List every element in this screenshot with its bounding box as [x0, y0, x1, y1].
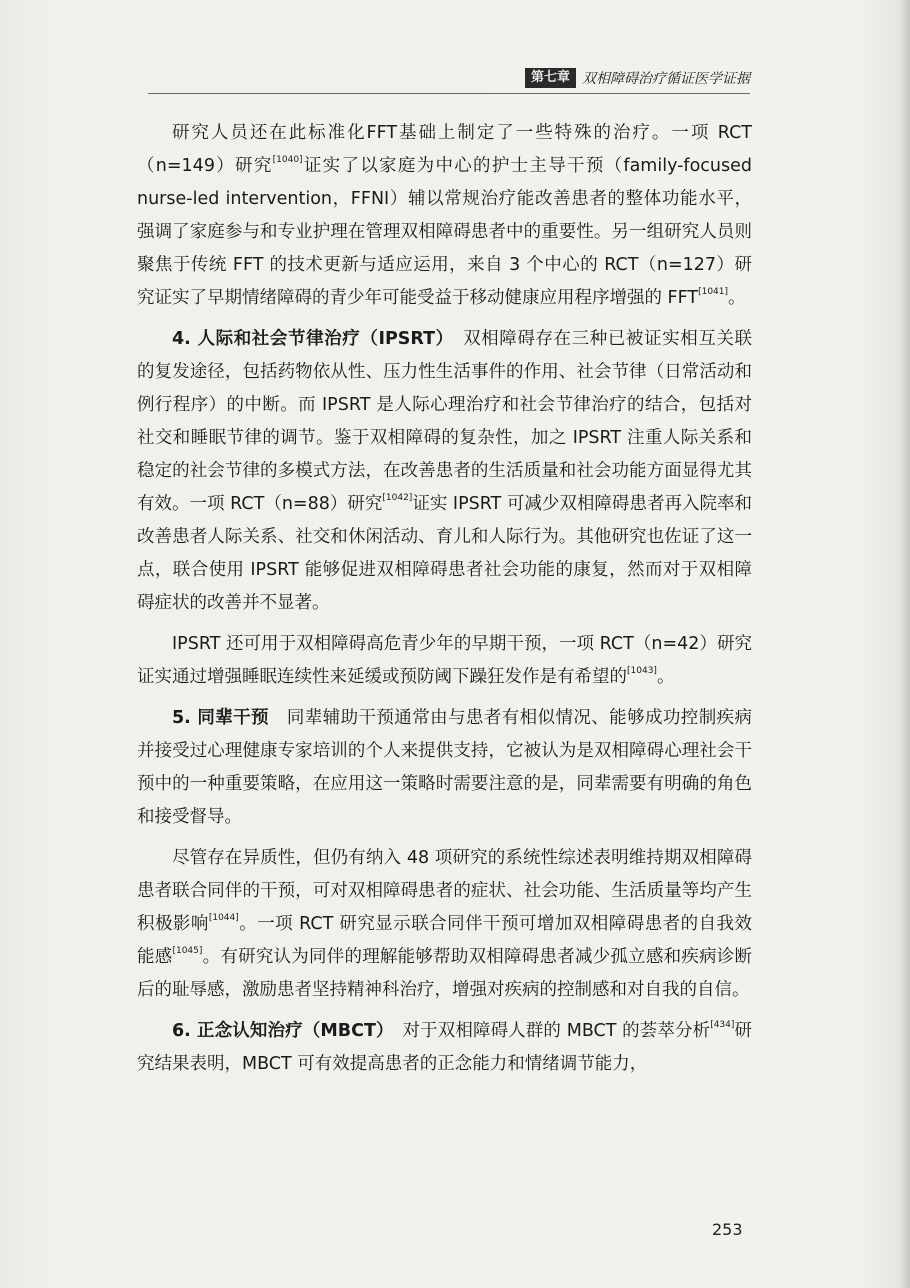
text-run: 。 — [656, 667, 675, 687]
chapter-badge: 第七章 — [525, 68, 576, 88]
text-run: 研究人员还在此标准化FFT基础上制定了一些特殊的治疗。一项 RCT（n=149）研究 — [137, 123, 752, 176]
paragraph — [137, 628, 752, 694]
header-rule — [148, 93, 750, 94]
paragraph — [137, 323, 752, 620]
text-run: 双相障碍存在三种已被证实相互关联的复发途径，包括药物依从性、压力性生活事件的作用、社会节律（日常活动和例行程序）的中断。而 IPSRT 是人际心理治疗和社会节律治疗的结合，包括对社交和睡眠节律的调节。鉴于双相障碍的复杂性，加之 IPSRT 注重人际关系和稳定的社会节律的多模式方法，在改善患者的生活质量和社会功能方面显得尤其有效。一项 RCT（n=88）研究 — [137, 329, 753, 514]
citation-ref: [1041] — [698, 287, 729, 297]
paragraph — [137, 702, 752, 834]
text-run: 证实了以家庭为中心的护士主导干预（family-focused nurse-led intervention，FFNI）辅以常规治疗能改善患者的整体功能水平，强调了家庭参与和专业护理在管理双相障碍患者中的重要性。另一组研究人员则聚焦于传统 FFT 的技术更新与适应运用，来自 3 个中心的 RCT（n=127）研究证实了早期情绪障碍的青少年可能受益于移动健康应用程序增强的 FFT — [137, 156, 753, 308]
page-number: 253 — [712, 1220, 743, 1239]
section-heading: 6. 正念认知治疗（MBCT） — [172, 1021, 385, 1041]
page-edge-shadow — [898, 0, 910, 1288]
citation-ref: [1044] — [208, 913, 239, 923]
citation-ref: [1043] — [627, 666, 657, 676]
citation-ref: [1042] — [382, 493, 413, 503]
text-run: IPSRT 还可用于双相障碍高危青少年的早期干预，一项 RCT（n=42）研究证实通过增强睡眠连续性来延缓或预防阈下躁狂发作是有希望的 — [137, 634, 752, 687]
text-run: 对于双相障碍人群的 MBCT 的荟萃分析 — [384, 1021, 711, 1041]
citation-ref: [434] — [710, 1020, 735, 1030]
paragraph — [137, 842, 752, 1007]
section-heading: 4. 人际和社会节律治疗（IPSRT） — [172, 329, 445, 349]
text-run: 尽管存在异质性，但仍有纳入 48 项研究的系统性综述表明维持期双相障碍患者联合同伴的干预，可对双相障碍患者的症状、社会功能、生活质量等均产生积极影响 — [137, 848, 752, 934]
paragraph — [137, 117, 752, 315]
text-run: 。一项 RCT 研究显示联合同伴干预可增加双相障碍患者的自我效能感 — [137, 914, 752, 967]
text-run: 。有研究认为同伴的理解能够帮助双相障碍患者减少孤立感和疾病诊断后的耻辱感，激励患者坚持精神科治疗，增强对疾病的控制感和对自我的自信。 — [137, 947, 753, 1000]
citation-ref: [1040] — [272, 155, 303, 165]
paragraph — [137, 1015, 752, 1081]
section-heading: 5. 同辈干预 — [172, 708, 269, 728]
running-header — [525, 68, 750, 88]
text-run: 证实 IPSRT 可减少双相障碍患者再入院率和改善患者人际关系、社交和休闲活动、育儿和人际行为。其他研究也佐证了这一点，联合使用 IPSRT 能够促进双相障碍患者社会功能的康复，然而对于双相障碍症状的改善并不显著。 — [137, 494, 752, 613]
text-run: 。 — [728, 288, 746, 308]
chapter-title: 双相障碍治疗循证医学证据 — [582, 71, 750, 87]
text-run: 研究结果表明，MBCT 可有效提高患者的正念能力和情绪调节能力， — [137, 1021, 753, 1074]
body-text — [137, 117, 752, 1089]
text-run: 同辈辅助干预通常由与患者有相似情况、能够成功控制疾病并接受过心理健康专家培训的个人来提供支持，它被认为是双相障碍心理社会干预中的一种重要策略，在应用这一策略时需要注意的是，同辈需要有明确的角色和接受督导。 — [137, 708, 753, 827]
citation-ref: [1045] — [172, 946, 203, 956]
